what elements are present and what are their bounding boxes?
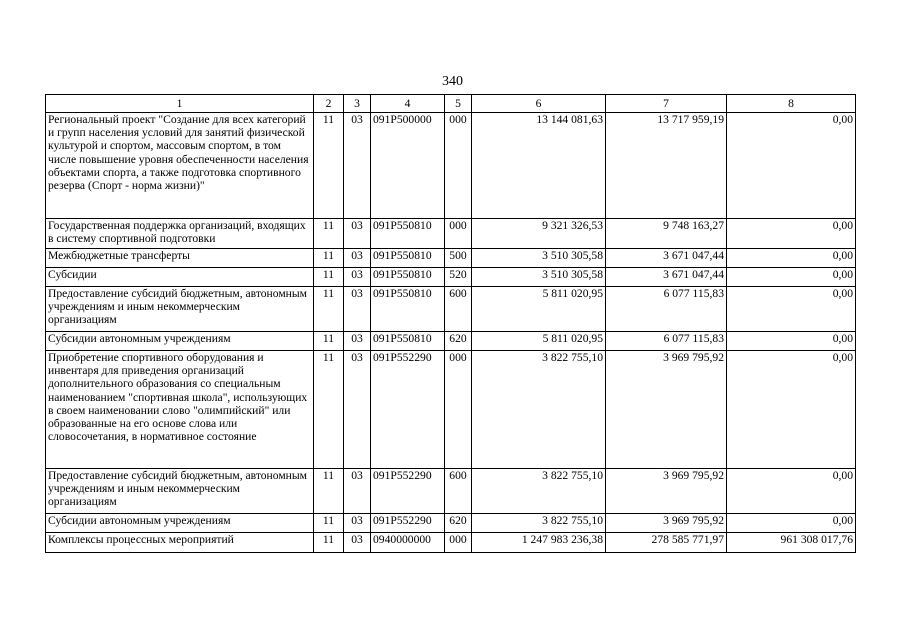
row-name: Государственная поддержка организаций, входящих в систему спортивной подготовки [46,219,314,249]
cell-amount-7: 278 585 771,97 [606,533,727,553]
cell-expense-type: 000 [445,113,472,219]
table-row [46,268,856,287]
table-row [46,351,856,469]
header-row [46,95,856,113]
cell-expense-type: 620 [445,332,472,351]
cell-section: 11 [314,351,344,469]
page-number: 340 [442,74,463,89]
header-cell: 3 [344,95,371,113]
cell-target-code: 0940000000 [371,533,445,553]
cell-amount-6: 3 822 755,10 [472,514,606,533]
table-row [46,113,856,219]
header-cell: 8 [727,95,856,113]
cell-target-code: 091P552290 [371,514,445,533]
cell-subsection: 03 [344,332,371,351]
cell-section: 11 [314,113,344,219]
cell-subsection: 03 [344,219,371,249]
cell-subsection: 03 [344,113,371,219]
cell-amount-8: 0,00 [727,332,856,351]
cell-section: 11 [314,533,344,553]
table-row [46,332,856,351]
row-name: Предоставление субсидий бюджетным, автономным учреждениям и иным некоммерческим организациям [46,287,314,332]
cell-amount-8: 0,00 [727,268,856,287]
cell-amount-7: 9 748 163,27 [606,219,727,249]
cell-amount-8: 961 308 017,76 [727,533,856,553]
cell-subsection: 03 [344,249,371,268]
table-row [46,287,856,332]
cell-amount-7: 6 077 115,83 [606,287,727,332]
cell-subsection: 03 [344,469,371,514]
cell-target-code: 091P550810 [371,332,445,351]
cell-target-code: 091P500000 [371,113,445,219]
cell-section: 11 [314,249,344,268]
cell-amount-8: 0,00 [727,469,856,514]
cell-section: 11 [314,514,344,533]
cell-subsection: 03 [344,533,371,553]
cell-amount-8: 0,00 [727,249,856,268]
budget-table [45,94,856,553]
cell-amount-8: 0,00 [727,514,856,533]
cell-expense-type: 520 [445,268,472,287]
cell-expense-type: 620 [445,514,472,533]
cell-amount-8: 0,00 [727,351,856,469]
cell-expense-type: 000 [445,533,472,553]
table-row [46,533,856,553]
cell-amount-7: 3 671 047,44 [606,268,727,287]
cell-amount-7: 3 969 795,92 [606,351,727,469]
cell-section: 11 [314,287,344,332]
cell-target-code: 091P550810 [371,219,445,249]
cell-amount-8: 0,00 [727,287,856,332]
cell-target-code: 091P552290 [371,469,445,514]
cell-amount-7: 3 969 795,92 [606,514,727,533]
cell-section: 11 [314,268,344,287]
cell-target-code: 091P550810 [371,287,445,332]
cell-subsection: 03 [344,268,371,287]
row-name: Предоставление субсидий бюджетным, автономным учреждениям и иным некоммерческим организациям [46,469,314,514]
cell-amount-6: 3 822 755,10 [472,469,606,514]
cell-subsection: 03 [344,287,371,332]
table-row [46,219,856,249]
table-row [46,514,856,533]
table-row [46,469,856,514]
cell-target-code: 091P550810 [371,268,445,287]
row-name: Комплексы процессных мероприятий [46,533,314,553]
row-name: Межбюджетные трансферты [46,249,314,268]
header-cell: 7 [606,95,727,113]
cell-expense-type: 000 [445,219,472,249]
cell-expense-type: 600 [445,287,472,332]
cell-amount-6: 3 510 305,58 [472,249,606,268]
cell-expense-type: 600 [445,469,472,514]
cell-subsection: 03 [344,351,371,469]
row-name: Субсидии [46,268,314,287]
header-cell: 6 [472,95,606,113]
table-row [46,249,856,268]
cell-section: 11 [314,332,344,351]
cell-target-code: 091P550810 [371,249,445,268]
cell-amount-8: 0,00 [727,113,856,219]
cell-target-code: 091P552290 [371,351,445,469]
row-name: Субсидии автономным учреждениям [46,332,314,351]
cell-amount-6: 3 822 755,10 [472,351,606,469]
header-cell: 4 [371,95,445,113]
cell-amount-6: 1 247 983 236,38 [472,533,606,553]
cell-expense-type: 500 [445,249,472,268]
cell-amount-7: 3 969 795,92 [606,469,727,514]
header-cell: 2 [314,95,344,113]
cell-amount-6: 5 811 020,95 [472,332,606,351]
cell-amount-7: 6 077 115,83 [606,332,727,351]
cell-amount-8: 0,00 [727,219,856,249]
header-cell: 1 [46,95,314,113]
header-cell: 5 [445,95,472,113]
row-name: Приобретение спортивного оборудования и инвентаря для приведения организаций дополнительного образования со специальным наименованием "спортивная школа", использующих в своем наименовании слово "олимпийский" или образованные на его основе слова или словосочетания, в нормативное состояние [46,351,314,469]
row-name: Субсидии автономным учреждениям [46,514,314,533]
cell-amount-6: 3 510 305,58 [472,268,606,287]
cell-amount-7: 13 717 959,19 [606,113,727,219]
row-name: Региональный проект "Создание для всех категорий и групп населения условий для занятий физической культурой и спортом, массовым спортом, в том числе повышение уровня обеспеченности населения объектами спорта, а также подготовка спортивного резерва (Спорт - норма жизни)" [46,113,314,219]
cell-amount-7: 3 671 047,44 [606,249,727,268]
cell-section: 11 [314,469,344,514]
cell-subsection: 03 [344,514,371,533]
cell-amount-6: 5 811 020,95 [472,287,606,332]
cell-section: 11 [314,219,344,249]
cell-expense-type: 000 [445,351,472,469]
cell-amount-6: 9 321 326,53 [472,219,606,249]
cell-amount-6: 13 144 081,63 [472,113,606,219]
